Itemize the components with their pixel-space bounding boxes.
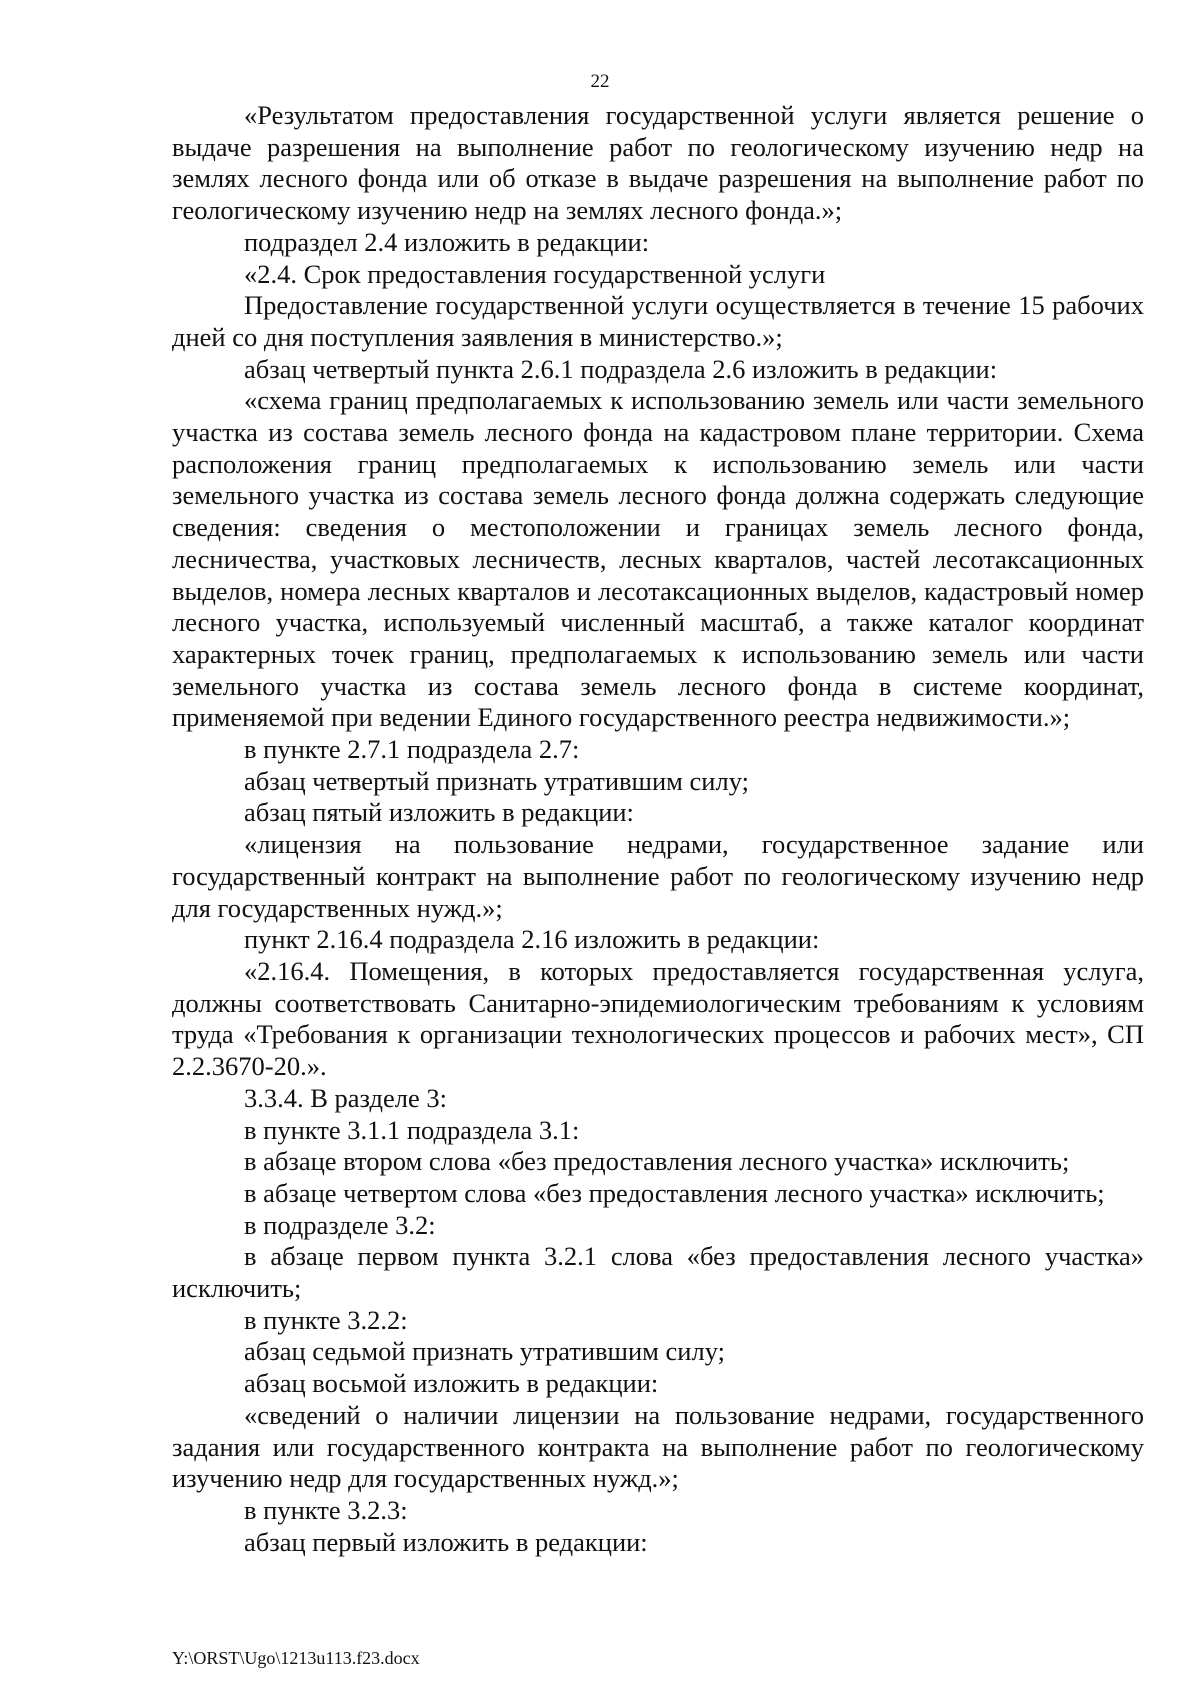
paragraph-2-6-1: абзац четвертый пункта 2.6.1 подраздела 2.6 изложить в редакции: xyxy=(244,353,998,384)
paragraph-2-7-1: в пункте 2.7.1 подраздела 2.7: xyxy=(244,734,580,765)
paragraph-fourth-words: в абзаце четвертом слова «без предоставления лесного участка» исключить; xyxy=(244,1177,1105,1208)
paragraph-subsection-2-4: подраздел 2.4 изложить в редакции: xyxy=(244,226,650,257)
page-number: 22 xyxy=(590,71,610,92)
paragraph-3-2: в подразделе 3.2: xyxy=(244,1209,436,1240)
paragraph-term-text: Предоставление государственной услуги осуществляется в течение 15 рабочих дней со дня поступления заявления в министерство.»; xyxy=(172,290,1144,352)
paragraph-premises: «2.16.4. Помещения, в которых предоставляется государственная услуга, должны соответствовать Санитарно-эпидемиологическим требованиям к условиям труда «Требования к организации технологических процессов и рабочих мест», СП 2.2.3670-20.». xyxy=(172,955,1144,1082)
paragraph-3-2-3: в пункте 3.2.3: xyxy=(244,1494,408,1525)
paragraph-license: «лицензия на пользование недрами, государственное задание или государственный контракт на выполнение работ по геологическому изучению недр для государственных нужд.»; xyxy=(172,829,1144,923)
paragraph-seventh-invalid: абзац седьмой признать утратившим силу; xyxy=(244,1336,725,1367)
paragraph-section-3: 3.3.4. В разделе 3: xyxy=(244,1082,448,1113)
paragraph-second-words: в абзаце втором слова «без предоставления лесного участка» исключить; xyxy=(244,1146,1070,1177)
paragraph-fourth-invalid: абзац четвертый признать утратившим силу; xyxy=(244,765,749,796)
paragraph-term-heading: «2.4. Срок предоставления государственной услуги xyxy=(244,258,826,289)
footer-file-path: Y:\ORST\Ugo\1213u113.f23.docx xyxy=(172,1648,420,1668)
document-body xyxy=(172,100,1144,1558)
paragraph-result: «Результатом предоставления государственной услуги является решение о выдаче разрешения на выполнение работ по геологическому изучению недр на землях лесного фонда или об отказе в выдаче разрешения на выполнение работ по геологическому изучению недр на землях лесного фонда.»; xyxy=(172,100,1144,226)
paragraph-first-edit: абзац первый изложить в редакции: xyxy=(244,1526,648,1557)
paragraph-boundary-scheme: «схема границ предполагаемых к использованию земель или части земельного участка из состава земель лесного фонда на кадастровом плане территории. Схема расположения границ предполагаемых к использованию земель или части земельного участка из состава земель лесного фонда должна содержать следующие сведения: сведения о местоположении и границах земель лесного фонда, лесничества, участковых лесничеств, лесных кварталов, частей лесотаксационных выделов, номера лесных кварталов и лесотаксационных выделов, кадастровый номер лесного участка, используемый численный масштаб, а также каталог координат характерных точек границ, предполагаемых к использованию земель или части земельного участка из состава земель лесного фонда в системе координат, применяемой при ведении Единого государственного реестра недвижимости.»; xyxy=(172,385,1144,733)
paragraph-license-info: «сведений о наличии лицензии на пользование недрами, государственного задания или государственного контракта на выполнение работ по геологическому изучению недр для государственных нужд.»; xyxy=(172,1399,1144,1494)
paragraph-3-2-1: в абзаце первом пункта 3.2.1 слова «без предоставления лесного участка» исключить; xyxy=(172,1241,1144,1304)
paragraph-3-2-2: в пункте 3.2.2: xyxy=(244,1304,408,1335)
paragraph-2-16-4: пункт 2.16.4 подраздела 2.16 изложить в редакции: xyxy=(244,924,820,955)
paragraph-eighth-edit: абзац восьмой изложить в редакции: xyxy=(244,1368,659,1399)
paragraph-fifth-edit: абзац пятый изложить в редакции: xyxy=(244,797,634,828)
paragraph-3-1-1: в пункте 3.1.1 подраздела 3.1: xyxy=(244,1114,580,1145)
